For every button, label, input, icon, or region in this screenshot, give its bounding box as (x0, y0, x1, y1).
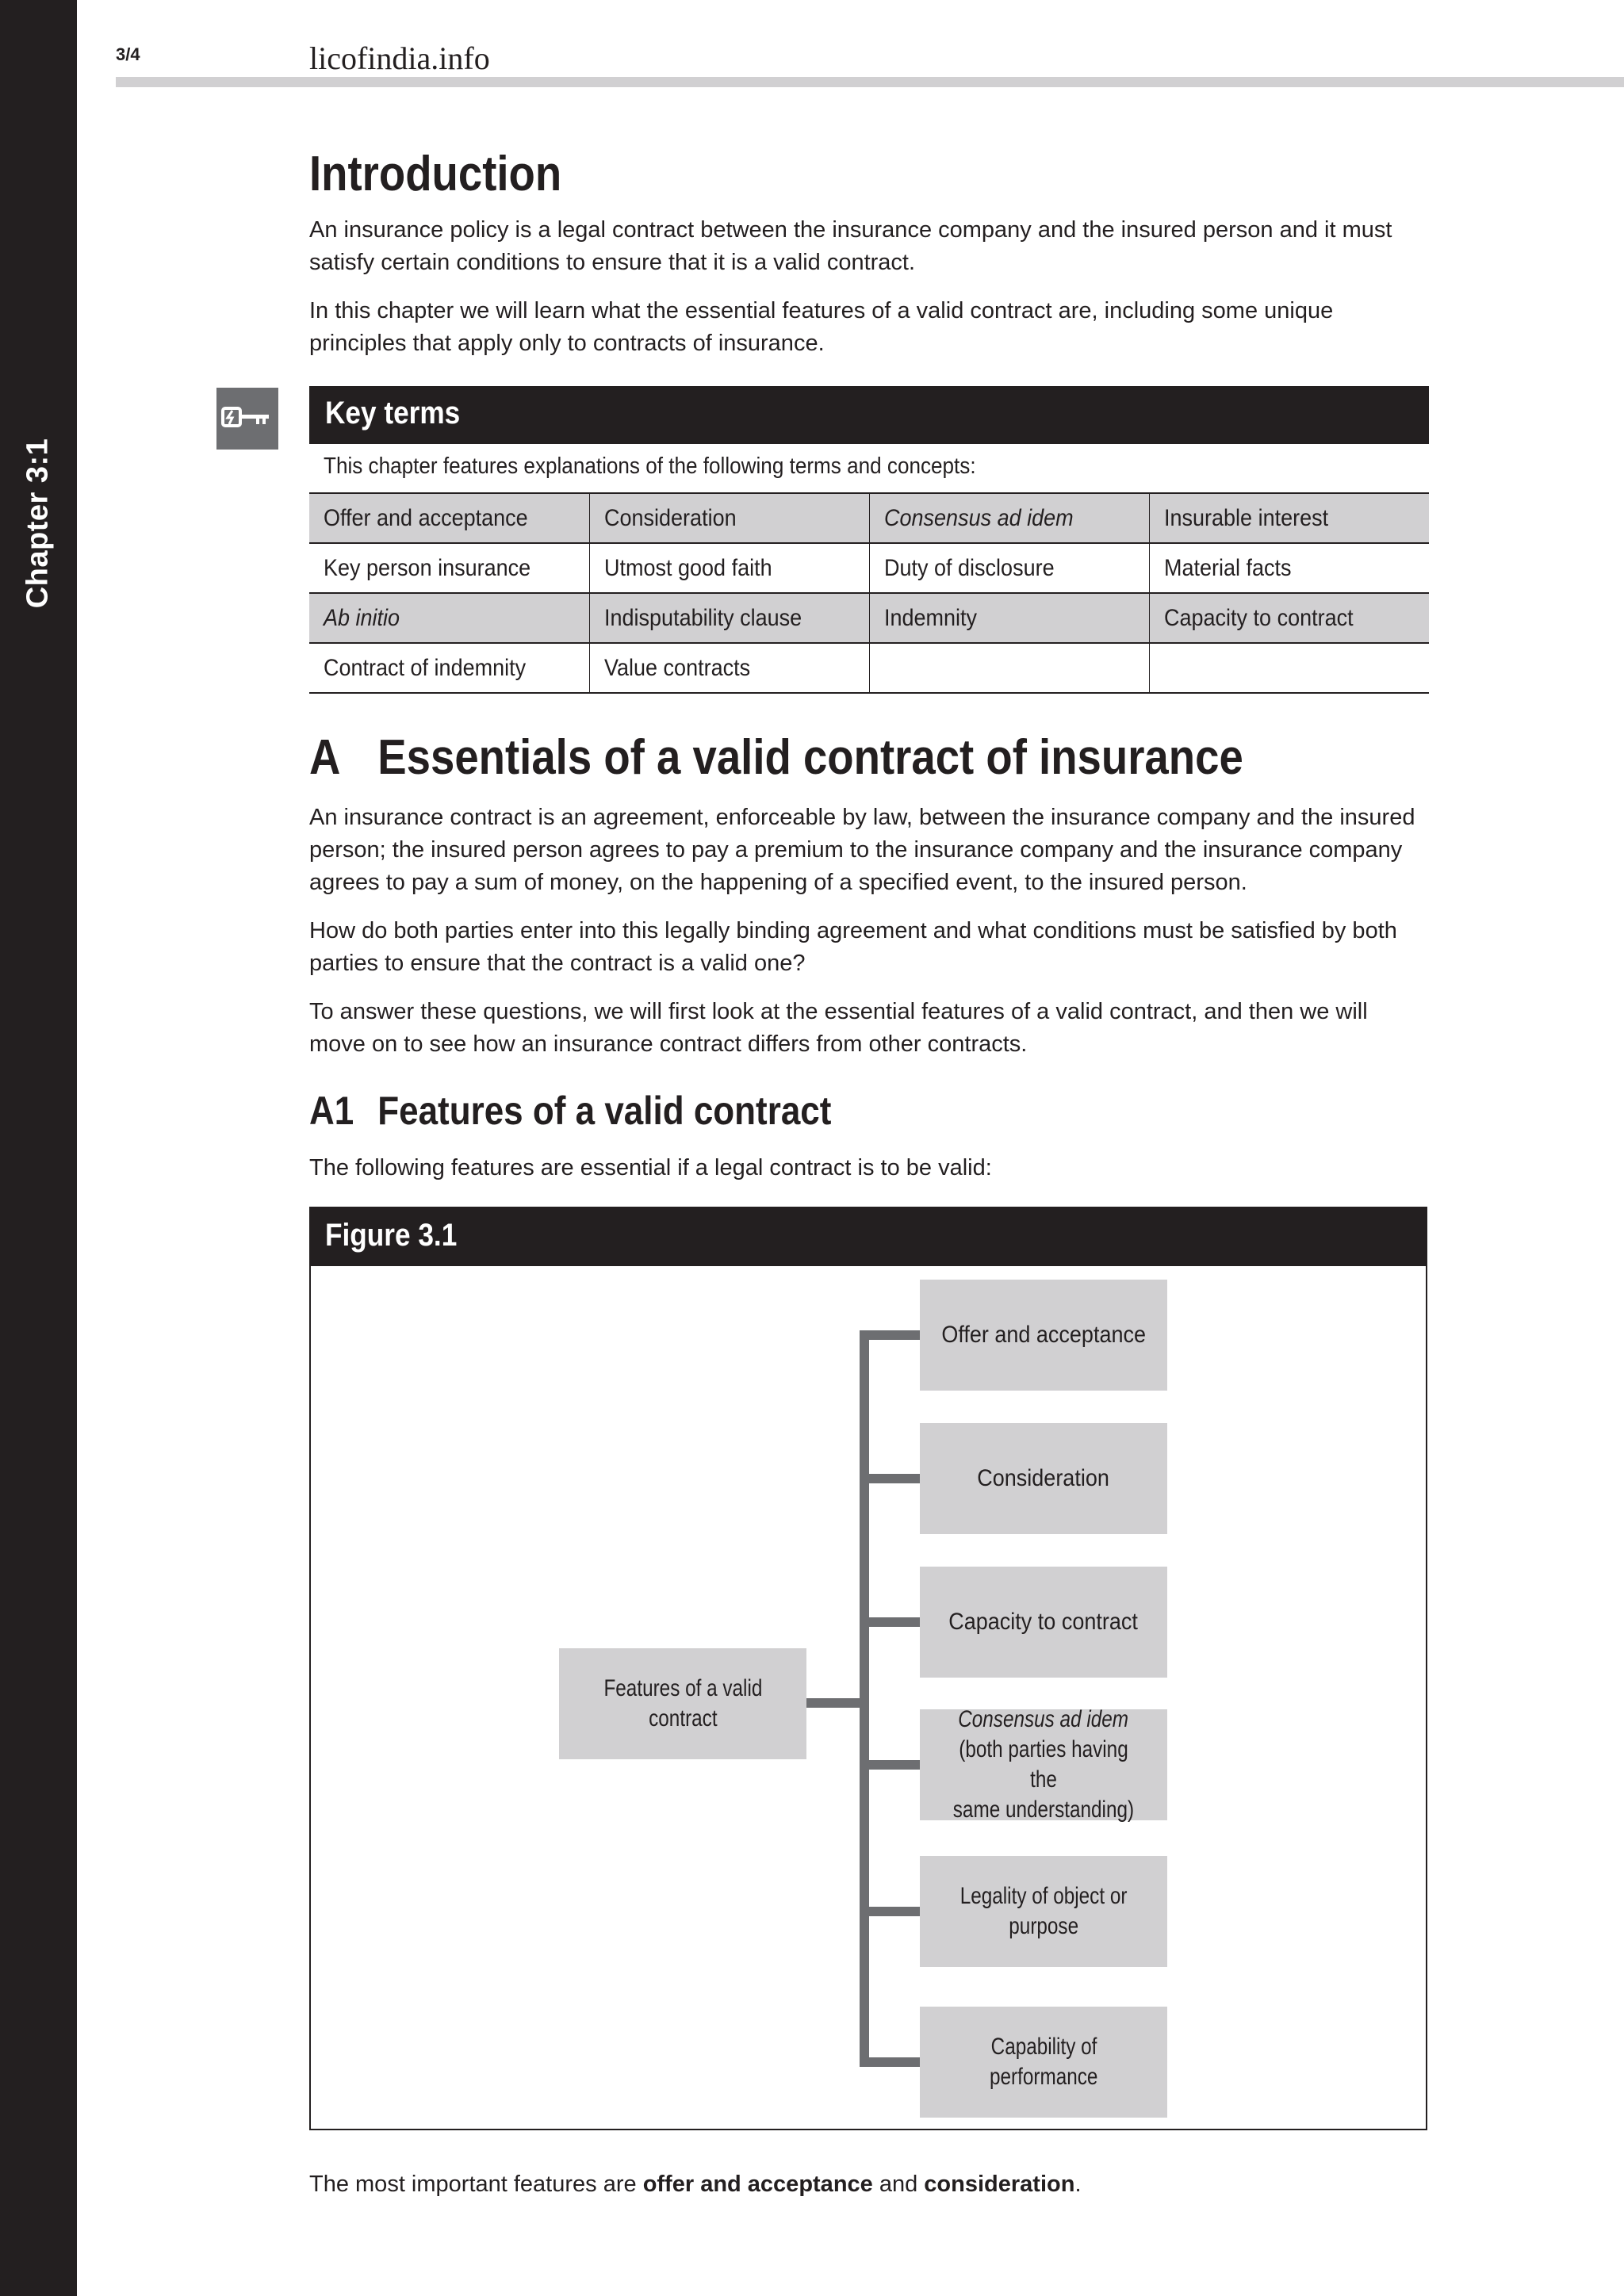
key-terms-icon (216, 388, 278, 450)
table-cell: Duty of disclosure (869, 543, 1149, 593)
table-cell: Value contracts (589, 643, 869, 693)
table-cell: Material facts (1149, 543, 1429, 593)
section-a1-intro: The following features are essential if a legal contract is to be valid: (309, 1155, 992, 1181)
table-cell (869, 643, 1149, 693)
section-a1-heading (309, 1088, 831, 1134)
section-a-paragraph-3: To answer these questions, we will first look at the essential features of a valid contract, and then we will move on to see how an insurance contract differs from other contracts. (309, 999, 1368, 1057)
key-terms-table (309, 492, 1429, 694)
key-terms-header (309, 386, 1429, 444)
page-number: 3/4 (116, 44, 140, 64)
table-cell: Consideration (589, 493, 869, 543)
section-a-paragraph-1: An insurance contract is an agreement, enforceable by law, between the insurance company and the insured person; the insured person agrees to pay a premium to the insurance company and the insurance company agrees to pay a sum of money, on the happening of a specified event, to the insured person. (309, 805, 1415, 895)
closing-bold-offer: offer and acceptance (642, 2172, 873, 2197)
table-cell: Offer and acceptance (309, 493, 589, 543)
section-a-letter: A (309, 730, 341, 785)
branch-node-consideration: Consideration (920, 1423, 1167, 1534)
branch-node-legality: Legality of object or purpose (920, 1856, 1167, 1967)
table-cell (1149, 643, 1429, 693)
figure-connectors (311, 1208, 1429, 2132)
table-cell: Ab initio (309, 593, 589, 643)
intro-paragraph-1: An insurance policy is a legal contract between the insurance company and the insured person and it must satisfy certain conditions to ensure that it is a valid contract. (309, 217, 1392, 275)
site-name: licofindia.info (309, 40, 490, 76)
root-node: Features of a valid contract (559, 1648, 806, 1759)
branch-node-consensus: Consensus ad idem (both parties having the same understanding) (920, 1709, 1167, 1820)
key-terms-title: Key terms (325, 396, 461, 430)
key-terms-intro: This chapter features explanations of the following terms and concepts: (324, 453, 976, 479)
table-cell: Capacity to contract (1149, 593, 1429, 643)
branch-node-offer-acceptance: Offer and acceptance (920, 1280, 1167, 1391)
closing-paragraph: The most important features are offer and acceptance and consideration. (309, 2172, 1082, 2197)
table-row (309, 593, 1429, 643)
section-a1-title: Features of a valid contract (377, 1089, 832, 1133)
chapter-label: Chapter 3:1 (21, 438, 55, 609)
section-a1-number: A1 (309, 1089, 354, 1133)
table-cell: Key person insurance (309, 543, 589, 593)
table-cell: Consensus ad idem (869, 493, 1149, 543)
header-rule (116, 77, 1624, 87)
table-cell: Indisputability clause (589, 593, 869, 643)
closing-bold-consideration: consideration (924, 2172, 1075, 2197)
table-row (309, 493, 1429, 543)
table-cell: Contract of indemnity (309, 643, 589, 693)
section-a-title: Essentials of a valid contract of insurance (377, 730, 1243, 785)
table-row (309, 543, 1429, 593)
table-row (309, 643, 1429, 693)
introduction-heading: Introduction (309, 147, 562, 201)
table-cell: Insurable interest (1149, 493, 1429, 543)
branch-node-capability: Capability of performance (920, 2007, 1167, 2118)
intro-paragraph-2: In this chapter we will learn what the essential features of a valid contract are, including some unique principles that apply only to contracts of insurance. (309, 298, 1334, 356)
table-cell: Utmost good faith (589, 543, 869, 593)
section-a-paragraph-2: How do both parties enter into this legally binding agreement and what conditions must be satisfied by both parties to ensure that the contract is a valid one? (309, 918, 1397, 976)
table-cell: Indemnity (869, 593, 1149, 643)
chapter-sidebar (0, 0, 77, 2296)
figure-3-1 (309, 1207, 1427, 2130)
section-a-heading (309, 729, 1243, 786)
figure-title: Figure 3.1 (325, 1218, 458, 1253)
branch-node-capacity: Capacity to contract (920, 1567, 1167, 1678)
